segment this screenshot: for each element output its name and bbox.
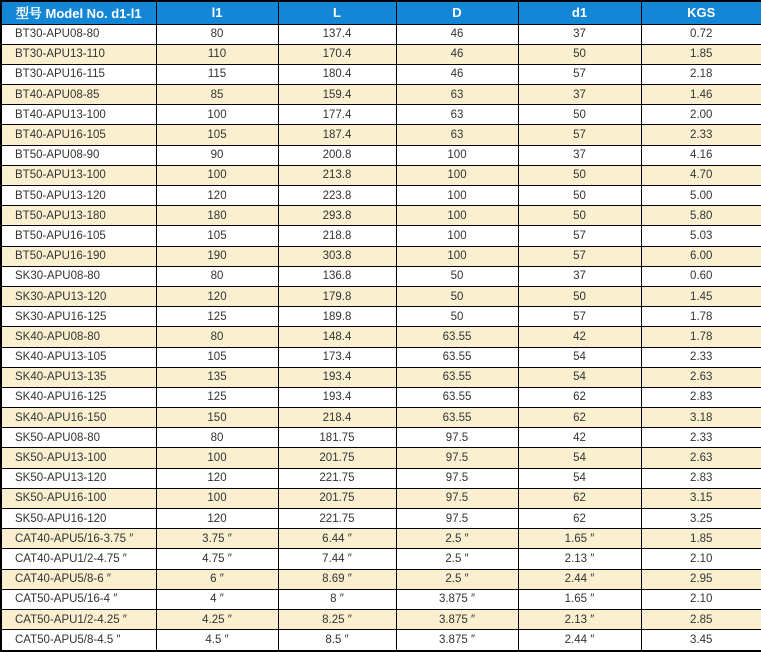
table-row <box>1 165 761 185</box>
kgs-cell: 1.85 <box>641 529 761 549</box>
l1-cell: 80 <box>156 327 278 347</box>
D-cell: 2.5 ″ <box>396 569 518 589</box>
l1-cell: 110 <box>156 44 278 64</box>
L-cell: 193.4 <box>278 387 396 407</box>
L-cell: 8.69 ″ <box>278 569 396 589</box>
L-cell: 193.4 <box>278 367 396 387</box>
model-cell: SK40-APU16-125 <box>1 387 156 407</box>
table-body <box>1 24 761 651</box>
L-cell: 8 ″ <box>278 589 396 609</box>
kgs-cell: 1.78 <box>641 307 761 327</box>
kgs-cell: 6.00 <box>641 246 761 266</box>
kgs-cell: 2.83 <box>641 468 761 488</box>
l1-cell: 125 <box>156 307 278 327</box>
model-cell: SK50-APU16-120 <box>1 509 156 529</box>
model-cell: SK50-APU08-80 <box>1 428 156 448</box>
d1-cell: 37 <box>518 24 641 44</box>
col-header-model: 型号 Model No. d1-l1 <box>1 1 156 24</box>
model-cell: BT50-APU13-120 <box>1 186 156 206</box>
L-cell: 181.75 <box>278 428 396 448</box>
D-cell: 100 <box>396 206 518 226</box>
d1-cell: 62 <box>518 488 641 508</box>
col-header-d1: d1 <box>518 1 641 24</box>
L-cell: 136.8 <box>278 266 396 286</box>
d1-cell: 42 <box>518 428 641 448</box>
kgs-cell: 4.16 <box>641 145 761 165</box>
L-cell: 7.44 ″ <box>278 549 396 569</box>
L-cell: 218.8 <box>278 226 396 246</box>
table-row <box>1 246 761 266</box>
table-row <box>1 347 761 367</box>
table-row <box>1 589 761 609</box>
l1-cell: 100 <box>156 105 278 125</box>
table-row <box>1 307 761 327</box>
kgs-cell: 2.18 <box>641 64 761 84</box>
L-cell: 223.8 <box>278 186 396 206</box>
L-cell: 189.8 <box>278 307 396 327</box>
l1-cell: 105 <box>156 347 278 367</box>
kgs-cell: 3.45 <box>641 630 761 651</box>
header-row <box>1 1 761 24</box>
kgs-cell: 3.18 <box>641 408 761 428</box>
L-cell: 180.4 <box>278 64 396 84</box>
L-cell: 177.4 <box>278 105 396 125</box>
l1-cell: 190 <box>156 246 278 266</box>
table-row <box>1 529 761 549</box>
l1-cell: 180 <box>156 206 278 226</box>
kgs-cell: 1.45 <box>641 286 761 306</box>
d1-cell: 37 <box>518 145 641 165</box>
table-row <box>1 488 761 508</box>
D-cell: 63.55 <box>396 367 518 387</box>
table-row <box>1 64 761 84</box>
kgs-cell: 2.00 <box>641 105 761 125</box>
model-cell: SK40-APU13-135 <box>1 367 156 387</box>
kgs-cell: 2.10 <box>641 549 761 569</box>
table-row <box>1 105 761 125</box>
L-cell: 293.8 <box>278 206 396 226</box>
kgs-cell: 3.15 <box>641 488 761 508</box>
D-cell: 46 <box>396 64 518 84</box>
table-row <box>1 206 761 226</box>
table-row <box>1 125 761 145</box>
kgs-cell: 3.25 <box>641 509 761 529</box>
L-cell: 170.4 <box>278 44 396 64</box>
model-cell: SK30-APU13-120 <box>1 286 156 306</box>
d1-cell: 50 <box>518 44 641 64</box>
model-cell: BT40-APU13-100 <box>1 105 156 125</box>
D-cell: 97.5 <box>396 509 518 529</box>
d1-cell: 2.44 ″ <box>518 569 641 589</box>
kgs-cell: 2.83 <box>641 387 761 407</box>
kgs-cell: 5.00 <box>641 186 761 206</box>
d1-cell: 42 <box>518 327 641 347</box>
model-cell: BT40-APU08-85 <box>1 85 156 105</box>
d1-cell: 37 <box>518 85 641 105</box>
col-header-l1: l1 <box>156 1 278 24</box>
kgs-cell: 2.63 <box>641 367 761 387</box>
kgs-cell: 0.72 <box>641 24 761 44</box>
l1-cell: 135 <box>156 367 278 387</box>
L-cell: 148.4 <box>278 327 396 347</box>
l1-cell: 80 <box>156 428 278 448</box>
l1-cell: 85 <box>156 85 278 105</box>
kgs-cell: 5.03 <box>641 226 761 246</box>
d1-cell: 54 <box>518 448 641 468</box>
l1-cell: 4 ″ <box>156 589 278 609</box>
kgs-cell: 2.10 <box>641 589 761 609</box>
model-cell: CAT50-APU5/16-4 ″ <box>1 589 156 609</box>
d1-cell: 50 <box>518 165 641 185</box>
table-row <box>1 266 761 286</box>
model-cell: BT50-APU08-90 <box>1 145 156 165</box>
model-cell: SK30-APU08-80 <box>1 266 156 286</box>
l1-cell: 105 <box>156 125 278 145</box>
L-cell: 201.75 <box>278 488 396 508</box>
col-header-D: D <box>396 1 518 24</box>
L-cell: 303.8 <box>278 246 396 266</box>
model-cell: SK30-APU16-125 <box>1 307 156 327</box>
model-cell: SK40-APU16-150 <box>1 408 156 428</box>
model-cell: CAT50-APU1/2-4.25 ″ <box>1 609 156 629</box>
L-cell: 187.4 <box>278 125 396 145</box>
kgs-cell: 2.85 <box>641 609 761 629</box>
D-cell: 50 <box>396 286 518 306</box>
D-cell: 100 <box>396 186 518 206</box>
d1-cell: 57 <box>518 125 641 145</box>
d1-cell: 62 <box>518 408 641 428</box>
D-cell: 100 <box>396 246 518 266</box>
table-row <box>1 186 761 206</box>
l1-cell: 80 <box>156 24 278 44</box>
D-cell: 46 <box>396 44 518 64</box>
D-cell: 2.5 ″ <box>396 529 518 549</box>
model-cell: BT50-APU16-190 <box>1 246 156 266</box>
table-row <box>1 367 761 387</box>
D-cell: 63.55 <box>396 327 518 347</box>
D-cell: 2.5 ″ <box>396 549 518 569</box>
model-cell: CAT40-APU5/8-6 ″ <box>1 569 156 589</box>
l1-cell: 120 <box>156 468 278 488</box>
D-cell: 3.875 ″ <box>396 630 518 651</box>
kgs-cell: 1.85 <box>641 44 761 64</box>
table-row <box>1 387 761 407</box>
l1-cell: 100 <box>156 165 278 185</box>
l1-cell: 4.75 ″ <box>156 549 278 569</box>
d1-cell: 57 <box>518 307 641 327</box>
D-cell: 63 <box>396 85 518 105</box>
D-cell: 100 <box>396 145 518 165</box>
kgs-cell: 1.46 <box>641 85 761 105</box>
kgs-cell: 2.33 <box>641 428 761 448</box>
D-cell: 100 <box>396 226 518 246</box>
l1-cell: 115 <box>156 64 278 84</box>
d1-cell: 50 <box>518 286 641 306</box>
L-cell: 159.4 <box>278 85 396 105</box>
L-cell: 221.75 <box>278 509 396 529</box>
d1-cell: 50 <box>518 186 641 206</box>
kgs-cell: 2.63 <box>641 448 761 468</box>
d1-cell: 2.13 ″ <box>518 609 641 629</box>
table-row <box>1 408 761 428</box>
d1-cell: 57 <box>518 246 641 266</box>
model-cell: CAT40-APU1/2-4.75 ″ <box>1 549 156 569</box>
d1-cell: 37 <box>518 266 641 286</box>
kgs-cell: 4.70 <box>641 165 761 185</box>
col-header-kgs: KGS <box>641 1 761 24</box>
l1-cell: 120 <box>156 286 278 306</box>
d1-cell: 62 <box>518 509 641 529</box>
D-cell: 3.875 ″ <box>396 589 518 609</box>
model-cell: CAT50-APU5/8-4.5 ″ <box>1 630 156 651</box>
model-cell: BT30-APU16-115 <box>1 64 156 84</box>
D-cell: 50 <box>396 307 518 327</box>
L-cell: 6.44 ″ <box>278 529 396 549</box>
kgs-cell: 2.33 <box>641 347 761 367</box>
D-cell: 50 <box>396 266 518 286</box>
model-cell: SK50-APU16-100 <box>1 488 156 508</box>
L-cell: 218.4 <box>278 408 396 428</box>
d1-cell: 57 <box>518 64 641 84</box>
D-cell: 97.5 <box>396 428 518 448</box>
table-row <box>1 549 761 569</box>
l1-cell: 120 <box>156 509 278 529</box>
l1-cell: 4.5 ″ <box>156 630 278 651</box>
col-header-L: L <box>278 1 396 24</box>
table-row <box>1 286 761 306</box>
L-cell: 213.8 <box>278 165 396 185</box>
model-cell: CAT40-APU5/16-3.75 ″ <box>1 529 156 549</box>
table-row <box>1 327 761 347</box>
kgs-cell: 2.33 <box>641 125 761 145</box>
d1-cell: 50 <box>518 206 641 226</box>
D-cell: 63 <box>396 105 518 125</box>
model-cell: SK50-APU13-100 <box>1 448 156 468</box>
l1-cell: 80 <box>156 266 278 286</box>
table-row <box>1 630 761 651</box>
model-cell: SK40-APU13-105 <box>1 347 156 367</box>
D-cell: 3.875 ″ <box>396 609 518 629</box>
model-cell: BT40-APU16-105 <box>1 125 156 145</box>
model-cell: BT50-APU13-100 <box>1 165 156 185</box>
d1-cell: 62 <box>518 387 641 407</box>
model-cell: SK40-APU08-80 <box>1 327 156 347</box>
l1-cell: 4.25 ″ <box>156 609 278 629</box>
table-row <box>1 609 761 629</box>
model-cell: BT50-APU13-180 <box>1 206 156 226</box>
d1-cell: 1.65 ″ <box>518 589 641 609</box>
l1-cell: 100 <box>156 488 278 508</box>
d1-cell: 54 <box>518 367 641 387</box>
kgs-cell: 2.95 <box>641 569 761 589</box>
L-cell: 201.75 <box>278 448 396 468</box>
d1-cell: 54 <box>518 468 641 488</box>
D-cell: 63.55 <box>396 408 518 428</box>
D-cell: 63.55 <box>396 387 518 407</box>
D-cell: 63 <box>396 125 518 145</box>
D-cell: 97.5 <box>396 468 518 488</box>
table-row <box>1 24 761 44</box>
table-row <box>1 44 761 64</box>
table-row <box>1 85 761 105</box>
l1-cell: 105 <box>156 226 278 246</box>
l1-cell: 150 <box>156 408 278 428</box>
kgs-cell: 5.80 <box>641 206 761 226</box>
d1-cell: 50 <box>518 105 641 125</box>
d1-cell: 54 <box>518 347 641 367</box>
D-cell: 97.5 <box>396 488 518 508</box>
kgs-cell: 0.60 <box>641 266 761 286</box>
D-cell: 97.5 <box>396 448 518 468</box>
L-cell: 8.25 ″ <box>278 609 396 629</box>
l1-cell: 120 <box>156 186 278 206</box>
D-cell: 63.55 <box>396 347 518 367</box>
model-cell: SK50-APU13-120 <box>1 468 156 488</box>
table-row <box>1 468 761 488</box>
table-row <box>1 226 761 246</box>
D-cell: 46 <box>396 24 518 44</box>
L-cell: 200.8 <box>278 145 396 165</box>
kgs-cell: 1.78 <box>641 327 761 347</box>
l1-cell: 125 <box>156 387 278 407</box>
l1-cell: 3.75 ″ <box>156 529 278 549</box>
L-cell: 173.4 <box>278 347 396 367</box>
L-cell: 221.75 <box>278 468 396 488</box>
model-cell: BT30-APU13-110 <box>1 44 156 64</box>
D-cell: 100 <box>396 165 518 185</box>
table-row <box>1 428 761 448</box>
l1-cell: 6 ″ <box>156 569 278 589</box>
model-cell: BT50-APU16-105 <box>1 226 156 246</box>
d1-cell: 1.65 ″ <box>518 529 641 549</box>
d1-cell: 2.13 ″ <box>518 549 641 569</box>
L-cell: 179.8 <box>278 286 396 306</box>
model-cell: BT30-APU08-80 <box>1 24 156 44</box>
l1-cell: 100 <box>156 448 278 468</box>
table-row <box>1 509 761 529</box>
d1-cell: 57 <box>518 226 641 246</box>
d1-cell: 2.44 ″ <box>518 630 641 651</box>
table-row <box>1 145 761 165</box>
L-cell: 137.4 <box>278 24 396 44</box>
table-row <box>1 569 761 589</box>
l1-cell: 90 <box>156 145 278 165</box>
table-row <box>1 448 761 468</box>
L-cell: 8.5 ″ <box>278 630 396 651</box>
